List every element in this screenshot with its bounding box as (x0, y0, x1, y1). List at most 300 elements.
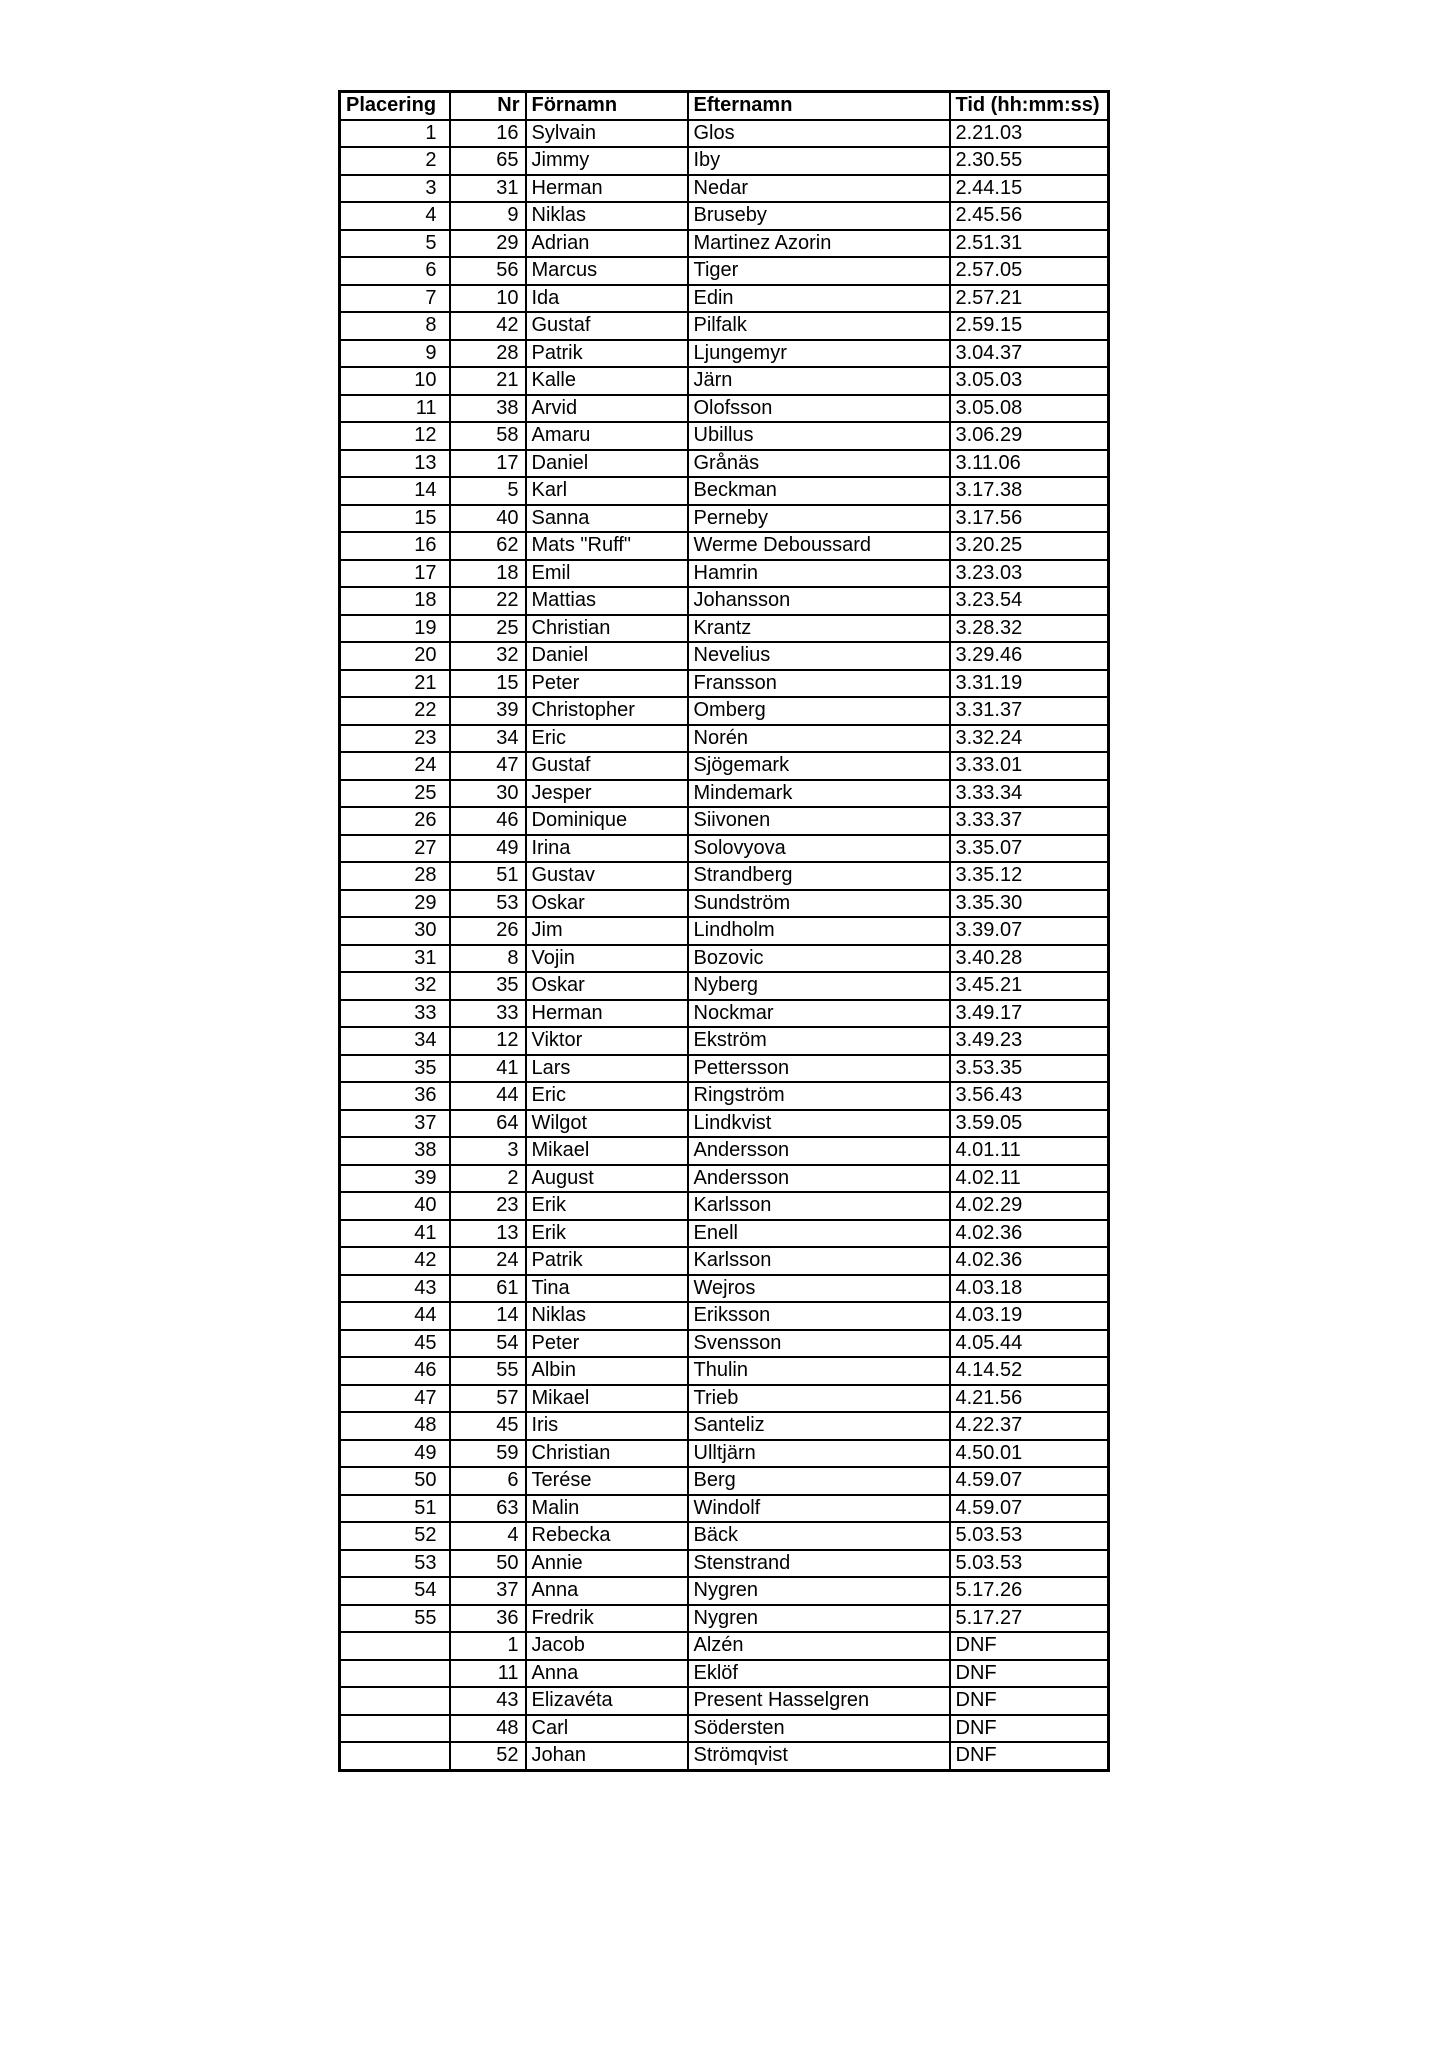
table-row (340, 1467, 1109, 1495)
cell-nr: 49 (450, 835, 526, 863)
cell-efternamn: Pilfalk (688, 312, 950, 340)
cell-efternamn: Tiger (688, 257, 950, 285)
cell-nr: 43 (450, 1687, 526, 1715)
table-row (340, 807, 1109, 835)
cell-efternamn: Martinez Azorin (688, 230, 950, 258)
cell-tid: 3.35.12 (950, 862, 1109, 890)
cell-nr: 22 (450, 587, 526, 615)
cell-efternamn: Present Hasselgren (688, 1687, 950, 1715)
table-row (340, 560, 1109, 588)
cell-fornamn: Lars (526, 1055, 688, 1083)
table-row (340, 697, 1109, 725)
cell-nr: 53 (450, 890, 526, 918)
cell-efternamn: Olofsson (688, 395, 950, 423)
cell-fornamn: Peter (526, 1330, 688, 1358)
cell-efternamn: Bruseby (688, 202, 950, 230)
cell-tid: 3.56.43 (950, 1082, 1109, 1110)
cell-efternamn: Lindholm (688, 917, 950, 945)
cell-fornamn: Dominique (526, 807, 688, 835)
cell-fornamn: Sanna (526, 505, 688, 533)
cell-placering (340, 1660, 450, 1688)
cell-nr: 46 (450, 807, 526, 835)
cell-nr: 64 (450, 1110, 526, 1138)
cell-fornamn: Anna (526, 1577, 688, 1605)
cell-efternamn: Karlsson (688, 1192, 950, 1220)
table-row (340, 422, 1109, 450)
cell-placering: 45 (340, 1330, 450, 1358)
cell-fornamn: Patrik (526, 340, 688, 368)
cell-fornamn: Iris (526, 1412, 688, 1440)
cell-nr: 65 (450, 147, 526, 175)
table-row (340, 1357, 1109, 1385)
cell-tid: DNF (950, 1687, 1109, 1715)
cell-tid: 4.50.01 (950, 1440, 1109, 1468)
cell-nr: 25 (450, 615, 526, 643)
cell-placering: 42 (340, 1247, 450, 1275)
cell-tid: 4.03.19 (950, 1302, 1109, 1330)
cell-nr: 26 (450, 917, 526, 945)
cell-placering: 51 (340, 1495, 450, 1523)
cell-efternamn: Alzén (688, 1632, 950, 1660)
header-placering: Placering (340, 92, 450, 120)
table-row (340, 1275, 1109, 1303)
cell-placering: 28 (340, 862, 450, 890)
table-row (340, 587, 1109, 615)
table-row (340, 450, 1109, 478)
cell-fornamn: Karl (526, 477, 688, 505)
table-row (340, 532, 1109, 560)
cell-placering: 11 (340, 395, 450, 423)
cell-nr: 6 (450, 1467, 526, 1495)
cell-tid: 4.01.11 (950, 1137, 1109, 1165)
cell-efternamn: Bozovic (688, 945, 950, 973)
cell-nr: 33 (450, 1000, 526, 1028)
cell-fornamn: Adrian (526, 230, 688, 258)
cell-fornamn: Anna (526, 1660, 688, 1688)
cell-fornamn: Rebecka (526, 1522, 688, 1550)
cell-tid: 4.05.44 (950, 1330, 1109, 1358)
cell-placering: 2 (340, 147, 450, 175)
cell-nr: 37 (450, 1577, 526, 1605)
cell-tid: 5.17.27 (950, 1605, 1109, 1633)
cell-fornamn: Herman (526, 175, 688, 203)
cell-efternamn: Hamrin (688, 560, 950, 588)
cell-tid: 3.31.19 (950, 670, 1109, 698)
table-row (340, 972, 1109, 1000)
cell-efternamn: Ekström (688, 1027, 950, 1055)
table-row (340, 202, 1109, 230)
cell-fornamn: Gustav (526, 862, 688, 890)
cell-placering: 34 (340, 1027, 450, 1055)
cell-tid: 3.45.21 (950, 972, 1109, 1000)
cell-placering: 37 (340, 1110, 450, 1138)
cell-efternamn: Strandberg (688, 862, 950, 890)
cell-placering: 48 (340, 1412, 450, 1440)
cell-efternamn: Santeliz (688, 1412, 950, 1440)
table-row (340, 1577, 1109, 1605)
cell-placering: 30 (340, 917, 450, 945)
cell-placering: 29 (340, 890, 450, 918)
cell-efternamn: Ljungemyr (688, 340, 950, 368)
cell-efternamn: Svensson (688, 1330, 950, 1358)
cell-placering: 50 (340, 1467, 450, 1495)
cell-placering: 23 (340, 725, 450, 753)
cell-nr: 9 (450, 202, 526, 230)
cell-fornamn: Fredrik (526, 1605, 688, 1633)
cell-tid: 2.59.15 (950, 312, 1109, 340)
cell-nr: 32 (450, 642, 526, 670)
cell-nr: 12 (450, 1027, 526, 1055)
cell-placering (340, 1632, 450, 1660)
cell-efternamn: Nyberg (688, 972, 950, 1000)
cell-fornamn: Mats "Ruff" (526, 532, 688, 560)
cell-placering: 39 (340, 1165, 450, 1193)
cell-efternamn: Stenstrand (688, 1550, 950, 1578)
cell-nr: 59 (450, 1440, 526, 1468)
table-row (340, 1550, 1109, 1578)
cell-placering: 54 (340, 1577, 450, 1605)
table-row (340, 367, 1109, 395)
table-row (340, 1137, 1109, 1165)
cell-efternamn: Norén (688, 725, 950, 753)
cell-tid: 5.03.53 (950, 1550, 1109, 1578)
cell-efternamn: Iby (688, 147, 950, 175)
cell-placering: 18 (340, 587, 450, 615)
cell-fornamn: Arvid (526, 395, 688, 423)
cell-nr: 24 (450, 1247, 526, 1275)
cell-tid: 5.03.53 (950, 1522, 1109, 1550)
cell-efternamn: Krantz (688, 615, 950, 643)
cell-nr: 21 (450, 367, 526, 395)
cell-nr: 4 (450, 1522, 526, 1550)
cell-efternamn: Johansson (688, 587, 950, 615)
table-row (340, 1192, 1109, 1220)
cell-fornamn: Oskar (526, 972, 688, 1000)
table-row (340, 395, 1109, 423)
cell-tid: 2.51.31 (950, 230, 1109, 258)
cell-tid: 3.49.17 (950, 1000, 1109, 1028)
table-row (340, 862, 1109, 890)
cell-placering: 1 (340, 120, 450, 148)
cell-efternamn: Wejros (688, 1275, 950, 1303)
table-row (340, 120, 1109, 148)
cell-fornamn: Daniel (526, 642, 688, 670)
cell-nr: 5 (450, 477, 526, 505)
cell-fornamn: Terése (526, 1467, 688, 1495)
cell-efternamn: Nockmar (688, 1000, 950, 1028)
cell-placering (340, 1715, 450, 1743)
cell-tid: 3.20.25 (950, 532, 1109, 560)
cell-tid: 3.35.07 (950, 835, 1109, 863)
cell-efternamn: Siivonen (688, 807, 950, 835)
cell-tid: 4.02.36 (950, 1247, 1109, 1275)
cell-placering: 32 (340, 972, 450, 1000)
table-row (340, 1605, 1109, 1633)
cell-tid: 3.29.46 (950, 642, 1109, 670)
cell-fornamn: Jesper (526, 780, 688, 808)
cell-tid: 3.06.29 (950, 422, 1109, 450)
cell-placering: 16 (340, 532, 450, 560)
cell-tid: 3.59.05 (950, 1110, 1109, 1138)
cell-tid: 4.22.37 (950, 1412, 1109, 1440)
header-fornamn: Förnamn (526, 92, 688, 120)
cell-tid: 2.57.21 (950, 285, 1109, 313)
cell-fornamn: Herman (526, 1000, 688, 1028)
cell-tid: 3.39.07 (950, 917, 1109, 945)
header-row (340, 92, 1109, 120)
cell-tid: 3.40.28 (950, 945, 1109, 973)
cell-tid: 4.02.36 (950, 1220, 1109, 1248)
cell-placering: 13 (340, 450, 450, 478)
results-table (338, 90, 1110, 1772)
cell-placering: 55 (340, 1605, 450, 1633)
cell-nr: 41 (450, 1055, 526, 1083)
cell-tid: 3.32.24 (950, 725, 1109, 753)
cell-nr: 58 (450, 422, 526, 450)
table-row (340, 1440, 1109, 1468)
cell-nr: 52 (450, 1742, 526, 1770)
cell-nr: 54 (450, 1330, 526, 1358)
cell-fornamn: Albin (526, 1357, 688, 1385)
cell-placering: 31 (340, 945, 450, 973)
cell-placering: 4 (340, 202, 450, 230)
table-row (340, 312, 1109, 340)
cell-fornamn: August (526, 1165, 688, 1193)
cell-fornamn: Christopher (526, 697, 688, 725)
cell-tid: 3.31.37 (950, 697, 1109, 725)
header-efternamn: Efternamn (688, 92, 950, 120)
cell-efternamn: Södersten (688, 1715, 950, 1743)
cell-tid: 3.17.56 (950, 505, 1109, 533)
cell-fornamn: Jim (526, 917, 688, 945)
cell-placering (340, 1742, 450, 1770)
table-row (340, 1220, 1109, 1248)
cell-placering: 43 (340, 1275, 450, 1303)
cell-nr: 57 (450, 1385, 526, 1413)
cell-efternamn: Sundström (688, 890, 950, 918)
cell-nr: 35 (450, 972, 526, 1000)
cell-fornamn: Elizavéta (526, 1687, 688, 1715)
table-row (340, 1385, 1109, 1413)
cell-tid: 4.59.07 (950, 1467, 1109, 1495)
cell-fornamn: Niklas (526, 202, 688, 230)
cell-tid: 3.49.23 (950, 1027, 1109, 1055)
cell-tid: 3.53.35 (950, 1055, 1109, 1083)
cell-placering: 6 (340, 257, 450, 285)
cell-tid: DNF (950, 1632, 1109, 1660)
cell-tid: 3.05.08 (950, 395, 1109, 423)
cell-nr: 34 (450, 725, 526, 753)
cell-efternamn: Enell (688, 1220, 950, 1248)
cell-tid: 3.11.06 (950, 450, 1109, 478)
cell-tid: 2.57.05 (950, 257, 1109, 285)
cell-efternamn: Lindkvist (688, 1110, 950, 1138)
cell-efternamn: Karlsson (688, 1247, 950, 1275)
table-row (340, 670, 1109, 698)
table-row (340, 1495, 1109, 1523)
cell-nr: 61 (450, 1275, 526, 1303)
cell-efternamn: Windolf (688, 1495, 950, 1523)
cell-placering: 17 (340, 560, 450, 588)
table-row (340, 780, 1109, 808)
cell-efternamn: Mindemark (688, 780, 950, 808)
cell-placering: 40 (340, 1192, 450, 1220)
cell-fornamn: Niklas (526, 1302, 688, 1330)
cell-nr: 14 (450, 1302, 526, 1330)
cell-efternamn: Nygren (688, 1605, 950, 1633)
cell-efternamn: Grånäs (688, 450, 950, 478)
cell-fornamn: Christian (526, 615, 688, 643)
cell-placering: 47 (340, 1385, 450, 1413)
cell-nr: 30 (450, 780, 526, 808)
cell-nr: 17 (450, 450, 526, 478)
cell-nr: 44 (450, 1082, 526, 1110)
table-row (340, 1660, 1109, 1688)
cell-nr: 56 (450, 257, 526, 285)
cell-nr: 39 (450, 697, 526, 725)
table-row (340, 175, 1109, 203)
cell-fornamn: Daniel (526, 450, 688, 478)
cell-fornamn: Eric (526, 725, 688, 753)
table-row (340, 1110, 1109, 1138)
cell-fornamn: Jimmy (526, 147, 688, 175)
cell-efternamn: Strömqvist (688, 1742, 950, 1770)
cell-efternamn: Glos (688, 120, 950, 148)
cell-tid: 4.02.11 (950, 1165, 1109, 1193)
cell-nr: 28 (450, 340, 526, 368)
cell-tid: 3.33.37 (950, 807, 1109, 835)
cell-placering: 49 (340, 1440, 450, 1468)
cell-nr: 16 (450, 120, 526, 148)
cell-fornamn: Irina (526, 835, 688, 863)
cell-placering: 36 (340, 1082, 450, 1110)
table-row (340, 615, 1109, 643)
table-row (340, 1632, 1109, 1660)
cell-nr: 62 (450, 532, 526, 560)
cell-placering: 44 (340, 1302, 450, 1330)
cell-tid: DNF (950, 1715, 1109, 1743)
table-row (340, 477, 1109, 505)
cell-efternamn: Trieb (688, 1385, 950, 1413)
cell-fornamn: Amaru (526, 422, 688, 450)
cell-placering: 46 (340, 1357, 450, 1385)
cell-tid: 3.04.37 (950, 340, 1109, 368)
cell-tid: 5.17.26 (950, 1577, 1109, 1605)
cell-fornamn: Annie (526, 1550, 688, 1578)
table-row (340, 257, 1109, 285)
cell-nr: 36 (450, 1605, 526, 1633)
cell-efternamn: Eklöf (688, 1660, 950, 1688)
cell-placering: 33 (340, 1000, 450, 1028)
cell-fornamn: Erik (526, 1220, 688, 1248)
table-row (340, 1082, 1109, 1110)
cell-efternamn: Fransson (688, 670, 950, 698)
cell-placering: 35 (340, 1055, 450, 1083)
cell-tid: 2.45.56 (950, 202, 1109, 230)
cell-tid: 3.28.32 (950, 615, 1109, 643)
cell-efternamn: Nedar (688, 175, 950, 203)
cell-efternamn: Sjögemark (688, 752, 950, 780)
cell-efternamn: Andersson (688, 1137, 950, 1165)
cell-placering: 5 (340, 230, 450, 258)
cell-nr: 55 (450, 1357, 526, 1385)
cell-nr: 31 (450, 175, 526, 203)
cell-fornamn: Mattias (526, 587, 688, 615)
cell-tid: 3.17.38 (950, 477, 1109, 505)
cell-placering: 9 (340, 340, 450, 368)
cell-nr: 23 (450, 1192, 526, 1220)
cell-placering: 52 (340, 1522, 450, 1550)
cell-fornamn: Viktor (526, 1027, 688, 1055)
cell-efternamn: Järn (688, 367, 950, 395)
cell-placering: 53 (340, 1550, 450, 1578)
cell-nr: 63 (450, 1495, 526, 1523)
cell-nr: 10 (450, 285, 526, 313)
cell-efternamn: Werme Deboussard (688, 532, 950, 560)
table-row (340, 1027, 1109, 1055)
cell-nr: 3 (450, 1137, 526, 1165)
table-row (340, 835, 1109, 863)
table-row (340, 725, 1109, 753)
cell-efternamn: Perneby (688, 505, 950, 533)
table-row (340, 752, 1109, 780)
table-row (340, 917, 1109, 945)
cell-nr: 38 (450, 395, 526, 423)
table-row (340, 1412, 1109, 1440)
cell-fornamn: Vojin (526, 945, 688, 973)
cell-tid: 3.23.03 (950, 560, 1109, 588)
table-row (340, 1000, 1109, 1028)
cell-fornamn: Sylvain (526, 120, 688, 148)
cell-efternamn: Nygren (688, 1577, 950, 1605)
cell-fornamn: Wilgot (526, 1110, 688, 1138)
cell-efternamn: Andersson (688, 1165, 950, 1193)
table-row (340, 285, 1109, 313)
cell-placering: 15 (340, 505, 450, 533)
cell-nr: 50 (450, 1550, 526, 1578)
cell-placering: 20 (340, 642, 450, 670)
cell-nr: 15 (450, 670, 526, 698)
table-row (340, 1302, 1109, 1330)
cell-nr: 47 (450, 752, 526, 780)
cell-nr: 48 (450, 1715, 526, 1743)
table-row (340, 1330, 1109, 1358)
cell-tid: 4.03.18 (950, 1275, 1109, 1303)
cell-fornamn: Oskar (526, 890, 688, 918)
cell-nr: 45 (450, 1412, 526, 1440)
table-row (340, 505, 1109, 533)
cell-nr: 42 (450, 312, 526, 340)
cell-fornamn: Jacob (526, 1632, 688, 1660)
header-nr: Nr (450, 92, 526, 120)
table-row (340, 1522, 1109, 1550)
cell-fornamn: Johan (526, 1742, 688, 1770)
table-row (340, 340, 1109, 368)
table-row (340, 147, 1109, 175)
cell-placering: 3 (340, 175, 450, 203)
cell-fornamn: Kalle (526, 367, 688, 395)
cell-efternamn: Solovyova (688, 835, 950, 863)
table-row (340, 1165, 1109, 1193)
cell-nr: 8 (450, 945, 526, 973)
cell-fornamn: Mikael (526, 1385, 688, 1413)
cell-fornamn: Erik (526, 1192, 688, 1220)
cell-fornamn: Patrik (526, 1247, 688, 1275)
cell-placering: 38 (340, 1137, 450, 1165)
table-row (340, 945, 1109, 973)
cell-fornamn: Carl (526, 1715, 688, 1743)
cell-efternamn: Edin (688, 285, 950, 313)
